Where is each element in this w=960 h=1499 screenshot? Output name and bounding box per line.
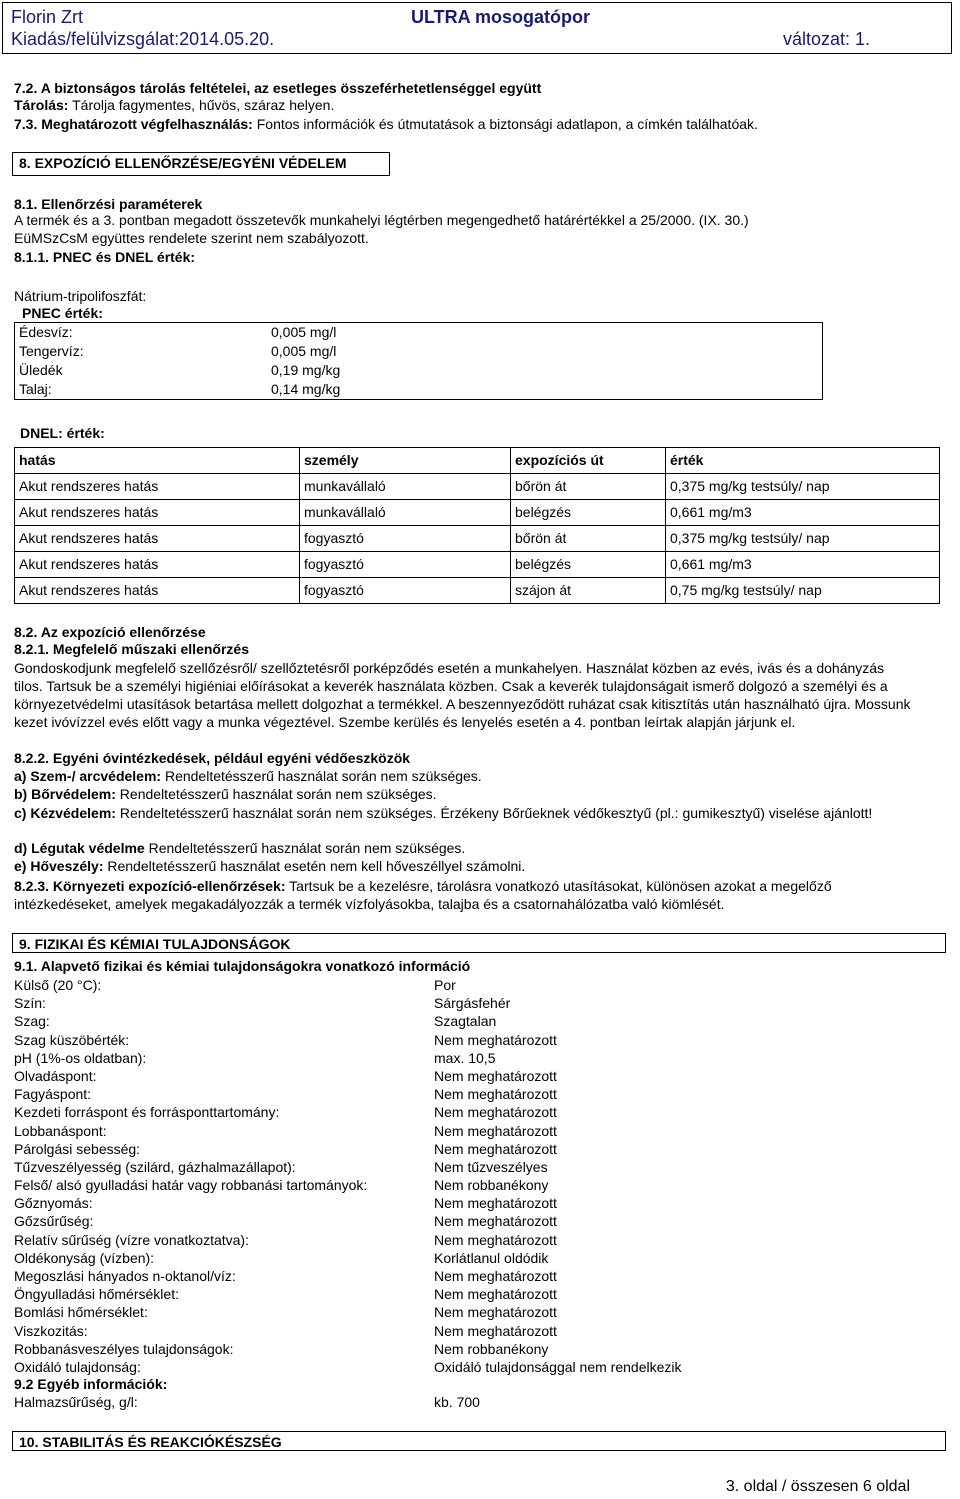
property-value: Nem meghatározott — [434, 1231, 557, 1248]
pnec-key: Tengervíz: — [19, 343, 84, 359]
property-name: Megoszlási hányados n-oktanol/víz: — [14, 1268, 236, 1284]
property-name: Szag: — [14, 1013, 50, 1030]
property-value: Szagtalan — [434, 1013, 497, 1030]
section-9-1-title: 9.1. Alapvető fizikai és kémiai tulajdonságokra vonatkozó információ — [14, 958, 471, 974]
property-name: Oldékonyság (vízben): — [14, 1249, 155, 1266]
version: változat: 1. — [783, 29, 871, 49]
section-8-title: 8. EXPOZÍCIÓ ELLENŐRZÉSE/EGYÉNI VÉDELEM — [12, 152, 390, 176]
column-header: érték — [666, 448, 940, 474]
property-value: Nem meghatározott — [434, 1104, 557, 1121]
company-name: Florin Zrt — [11, 7, 83, 27]
table-cell: 0,75 mg/kg testsúly/ nap — [666, 578, 940, 604]
table-cell: Akut rendszeres hatás — [15, 552, 300, 578]
pnec-value: 0,005 mg/l — [271, 324, 337, 340]
section-8-2-3-text: Tartsuk be a kezelésre, tárolásra vonatkozó utasításokat, különösen azokat a megelőző intézkedéseket, amelyek megakadályozzák a termék vízfolyásokba, talajba és a csatornahálózatba való kiömlését. — [14, 878, 832, 912]
property-value: Nem meghatározott — [434, 1195, 557, 1212]
pnec-value: 0,19 mg/kg — [271, 362, 341, 378]
table-cell: Akut rendszeres hatás — [15, 474, 300, 500]
skin-protection-line — [14, 786, 437, 803]
hand-protection-text: Rendeltetésszerű használat során nem szükséges. Érzékeny Bőrűeknek védőkesztyű (pl.: gumikesztyű) viselése ajánlott! — [115, 805, 873, 821]
property-value: Nem meghatározott — [434, 1304, 557, 1321]
list-item — [14, 1085, 734, 1103]
table-row — [15, 361, 823, 380]
storage-line — [14, 97, 334, 114]
property-name: Tűzveszélyesség (szilárd, gázhalmazállapot): — [14, 1158, 296, 1175]
issue-date: Kiadás/felülvizsgálat:2014.05.20. — [11, 29, 275, 49]
section-8-1-1-title: 8.1.1. PNEC és DNEL érték: — [14, 249, 196, 265]
table-cell: Akut rendszeres hatás — [15, 526, 300, 552]
thermal-hazard-text: Rendeltetésszerű használat esetén nem kell hőveszéllyel számolni. — [103, 858, 526, 874]
dnel-title: DNEL: érték: — [20, 425, 105, 441]
table-cell: 0,375 mg/kg testsúly/ nap — [666, 474, 940, 500]
list-item — [14, 976, 734, 994]
table-cell: belégzés — [511, 500, 666, 526]
list-item — [14, 1231, 734, 1249]
table-cell: 0,375 mg/kg testsúly/ nap — [666, 526, 940, 552]
table-cell: bőrön át — [511, 526, 666, 552]
property-name: Relatív sűrűség (vízre vonatkoztatva): — [14, 1231, 249, 1248]
property-name: pH (1%-os oldatban): — [14, 1049, 147, 1066]
list-item — [14, 1267, 734, 1285]
list-item — [14, 1303, 734, 1321]
table-cell: szájon át — [511, 578, 666, 604]
list-item — [14, 1031, 734, 1049]
section-8-2-title: 8.2. Az expozíció ellenőrzése — [14, 624, 206, 640]
table-header-row — [15, 448, 940, 474]
pnec-key: Üledék — [19, 362, 63, 378]
table-cell: munkavállaló — [300, 474, 511, 500]
list-item — [14, 1049, 734, 1067]
property-name: Oxidáló tulajdonság: — [14, 1358, 141, 1375]
eye-protection-line — [14, 768, 482, 785]
section-9-2-title: 9.2 Egyéb információk: — [14, 1376, 168, 1392]
column-header: személy — [300, 448, 511, 474]
list-item — [14, 1194, 734, 1212]
property-value: Nem meghatározott — [434, 1140, 557, 1157]
table-cell: Akut rendszeres hatás — [15, 578, 300, 604]
property-value: Nem meghatározott — [434, 1086, 557, 1103]
list-item — [14, 1122, 734, 1140]
list-item — [14, 1067, 734, 1085]
pnec-value: 0,14 mg/kg — [271, 381, 341, 397]
list-item — [14, 1012, 734, 1030]
respiratory-protection-line — [14, 840, 465, 857]
table-cell: 0,661 mg/m3 — [666, 500, 940, 526]
property-value: Nem meghatározott — [434, 1322, 557, 1339]
property-value: Nem tűzveszélyes — [434, 1158, 548, 1175]
table-cell: Akut rendszeres hatás — [15, 500, 300, 526]
product-name: ULTRA mosogatópor — [411, 7, 590, 27]
skin-protection-text: Rendeltetésszerű használat során nem szükséges. — [115, 786, 437, 802]
property-name: Viszkozitás: — [14, 1322, 88, 1339]
section-10-title: 10. STABILITÁS ÉS REAKCIÓKÉSZSÉG — [12, 1431, 946, 1451]
table-cell: fogyasztó — [300, 578, 511, 604]
page-number: 3. oldal / összesen 6 oldal — [725, 1478, 910, 1495]
table-cell: bőrön át — [511, 474, 666, 500]
hand-protection-label: c) Kézvédelem: — [14, 805, 116, 821]
property-value: Nem meghatározott — [434, 1286, 557, 1303]
skin-protection-label: b) Bőrvédelem: — [14, 786, 116, 802]
property-name: Felső/ alsó gyulladási határ vagy robbanási tartományok: — [14, 1177, 368, 1194]
list-item — [14, 1176, 734, 1194]
property-value: Nem meghatározott — [434, 1067, 557, 1084]
section-8-2-3-label: 8.2.3. Környezeti expozíció-ellenőrzések: — [14, 878, 286, 894]
column-header: expozíciós út — [511, 448, 666, 474]
pnec-title: PNEC érték: — [22, 305, 103, 321]
property-value: Oxidáló tulajdonsággal nem rendelkezik — [434, 1358, 682, 1375]
list-item — [14, 1103, 734, 1121]
section-7-3-label: 7.3. Meghatározott végfelhasználás: — [14, 116, 253, 132]
list-item — [14, 1358, 734, 1376]
property-name: Külső (20 °C): — [14, 977, 102, 993]
list-item — [14, 1212, 734, 1230]
list-item — [14, 1140, 734, 1158]
property-value: Sárgásfehér — [434, 995, 511, 1012]
list-item — [14, 1340, 734, 1358]
property-name: Szag küszöbérték: — [14, 1031, 130, 1048]
table-row — [15, 380, 823, 400]
property-value: Nem meghatározott — [434, 1122, 557, 1139]
section-7-3-line — [14, 116, 758, 133]
section-9-title: 9. FIZIKAI ÉS KÉMIAI TULAJDONSÁGOK — [12, 933, 946, 953]
property-name: Gőzsűrűség: — [14, 1213, 94, 1230]
thermal-hazard-line — [14, 858, 525, 875]
bulk-density-value: kb. 700 — [434, 1394, 480, 1410]
property-name: Bomlási hőmérséklet: — [14, 1304, 148, 1321]
pnec-value: 0,005 mg/l — [271, 343, 337, 359]
section-7-3-text: Fontos információk és útmutatások a biztonsági adatlapon, a címkén találhatóak. — [252, 116, 758, 132]
thermal-hazard-label: e) Hőveszély: — [14, 858, 104, 874]
list-item — [14, 994, 734, 1012]
section-8-1-title: 8.1. Ellenőrzési paraméterek — [14, 196, 203, 212]
respiratory-protection-text: Rendeltetésszerű használat során nem szükséges. — [144, 840, 466, 856]
table-cell: munkavállaló — [300, 500, 511, 526]
table-row — [15, 552, 940, 578]
property-value: Korlátlanul oldódik — [434, 1249, 549, 1266]
property-name: Fagyáspont: — [14, 1086, 92, 1103]
section-8-2-1-text: Gondoskodjunk megfelelő szellőzésről/ szellőztetésről porképződés esetén a munkahelyen. Használat közben az evés, ivás és a dohányzás tilos. Tartsuk be a személyi higiéniai előírásokat a keverék használata közben. Csak a keverék tulajdonságait ismerő dolgozó a személyi és a környezetvédelmi utasítások betartása mellett dolgozhat a termékkel. A beszennyeződött ruházat csak kitisztítás után használható újra. Mossunk kezet ivóvízzel evés előtt vagy a munka végeztével. Szembe kerülés és lenyelés esetén a 4. pontban leírtak alapján járjunk el. — [14, 660, 911, 730]
storage-label: Tárolás: — [14, 97, 69, 113]
dnel-table — [14, 447, 940, 604]
table-row — [15, 526, 940, 552]
table-cell: fogyasztó — [300, 526, 511, 552]
property-name: Olvadáspont: — [14, 1067, 97, 1084]
section-8-2-1-title: 8.2.1. Megfelelő műszaki ellenőrzés — [14, 641, 249, 657]
bulk-density-name: Halmazsűrűség, g/l: — [14, 1394, 138, 1410]
list-item — [14, 1285, 734, 1303]
list-item — [14, 1249, 734, 1267]
section-7-2-title: 7.2. A biztonságos tárolás feltételei, az esetleges összeférhetetlenséggel együtt — [14, 80, 542, 96]
property-name: Gőznyomás: — [14, 1195, 93, 1212]
document-header — [2, 2, 952, 54]
property-name: Robbanásveszélyes tulajdonságok: — [14, 1340, 234, 1357]
property-value: max. 10,5 — [434, 1049, 496, 1066]
table-row — [15, 323, 823, 343]
pnec-key: Talaj: — [19, 381, 52, 397]
section-8-1-text: A termék és a 3. pontban megadott összetevők munkahelyi légtérben megengedhető határértékkel a 25/2000. (IX. 30.) EüMSzCsM együttes rendelete szerint nem szabályozott. — [14, 212, 749, 246]
properties-list — [14, 976, 734, 1376]
table-cell: belégzés — [511, 552, 666, 578]
table-row — [15, 578, 940, 604]
storage-text: Tárolja fagymentes, hűvös, száraz helyen. — [68, 97, 335, 113]
table-row — [15, 342, 823, 361]
table-row — [15, 500, 940, 526]
eye-protection-label: a) Szem-/ arcvédelem: — [14, 768, 162, 784]
list-item — [14, 1158, 734, 1176]
list-item — [14, 1322, 734, 1340]
property-name: Szín: — [14, 995, 46, 1012]
table-row — [15, 474, 940, 500]
table-cell: 0,661 mg/m3 — [666, 552, 940, 578]
property-name: Öngyulladási hőmérséklet: — [14, 1286, 179, 1303]
property-value: Nem meghatározott — [434, 1268, 557, 1284]
property-value: Nem meghatározott — [434, 1031, 557, 1048]
property-value: Nem robbanékony — [434, 1340, 549, 1357]
eye-protection-text: Rendeltetésszerű használat során nem szükséges. — [161, 768, 482, 784]
hand-protection-line — [14, 804, 894, 822]
column-header: hatás — [15, 448, 300, 474]
section-8-2-2-title: 8.2.2. Egyéni óvintézkedések, például egyéni védőeszközök — [14, 750, 411, 766]
property-value: Nem robbanékony — [434, 1177, 549, 1194]
property-name: Párolgási sebesség: — [14, 1140, 141, 1157]
property-value: Por — [434, 977, 456, 993]
property-value: Nem meghatározott — [434, 1213, 557, 1230]
substance-name: Nátrium-tripolifoszfát: — [14, 288, 147, 304]
section-8-2-3-line — [14, 877, 914, 913]
property-name: Lobbanáspont: — [14, 1122, 107, 1139]
pnec-key: Édesvíz: — [19, 324, 73, 340]
pnec-table — [14, 322, 823, 400]
property-name: Kezdeti forráspont és forrásponttartomány: — [14, 1104, 280, 1121]
respiratory-protection-label: d) Légutak védelme — [14, 840, 145, 856]
table-cell: fogyasztó — [300, 552, 511, 578]
